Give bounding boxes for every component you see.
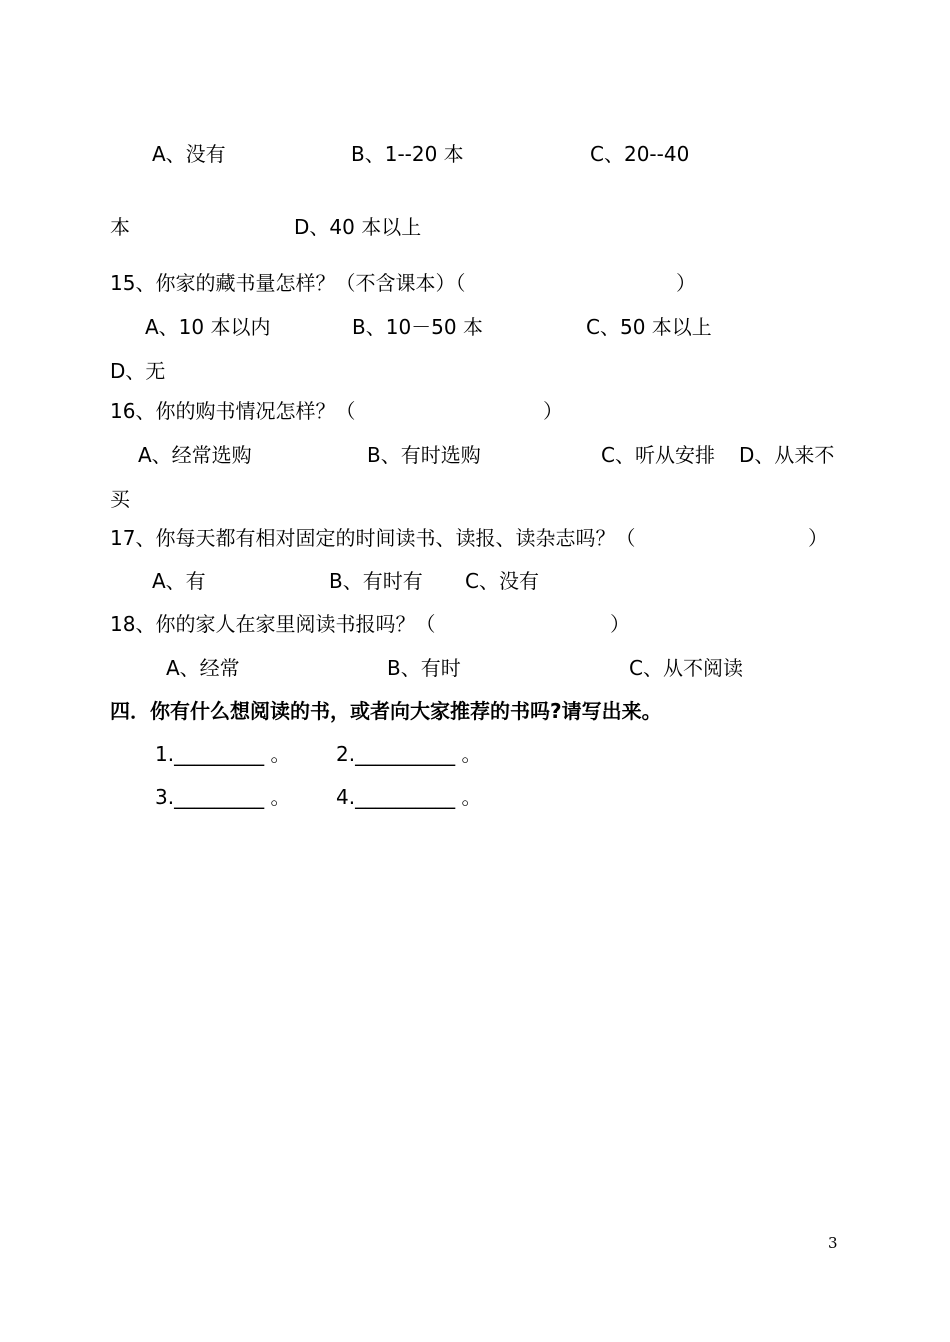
q17-question: 17、你每天都有相对固定的时间读书、读报、读杂志吗？（ (110, 526, 636, 550)
q17-option-a: A、有 (152, 569, 206, 593)
blank-line-4: 4.__________ 。 (336, 785, 482, 809)
q15-option-c: C、50 本以上 (586, 315, 712, 339)
q14-option-b: B、1--20 本 (351, 142, 464, 166)
q15-answer-close: ） (676, 271, 696, 295)
q18-option-b: B、有时 (387, 656, 461, 680)
q14-option-a: A、没有 (152, 142, 226, 166)
q18-option-c: C、从不阅读 (629, 656, 743, 680)
q17-option-b: B、有时有 (329, 569, 423, 593)
q15-option-d: D、无 (110, 359, 166, 383)
q17-answer-close: ） (808, 526, 828, 550)
blank-line-2: 2.__________ 。 (336, 742, 482, 766)
q14-option-d: D、40 本以上 (294, 215, 422, 239)
q15-option-a: A、10 本以内 (145, 315, 271, 339)
q16-answer-close: ） (543, 399, 563, 423)
q14-option-c-continued: 本 (110, 215, 130, 239)
q18-answer-close: ） (610, 612, 630, 636)
q17-option-c: C、没有 (465, 569, 539, 593)
q14-option-c: C、20--40 (590, 142, 690, 166)
blank-line-3: 3._________ 。 (155, 785, 291, 809)
q16-option-d-continued: 买 (110, 487, 130, 511)
q16-option-a: A、经常选购 (138, 443, 252, 467)
page-number: 3 (828, 1234, 838, 1252)
q18-question: 18、你的家人在家里阅读书报吗？（ (110, 612, 436, 636)
q15-option-b: B、10－50 本 (352, 315, 483, 339)
q16-option-c: C、听从安排 (601, 443, 715, 467)
q16-option-b: B、有时选购 (367, 443, 481, 467)
blank-line-1: 1._________ 。 (155, 742, 291, 766)
q15-question: 15、你家的藏书量怎样？（不含课本）（ (110, 271, 466, 295)
q18-option-a: A、经常 (166, 656, 240, 680)
section-4-heading: 四．你有什么想阅读的书，或者向大家推荐的书吗?请写出来。 (110, 699, 662, 723)
q16-option-d: D、从来不 (739, 443, 835, 467)
q16-question: 16、你的购书情况怎样？（ (110, 399, 356, 423)
